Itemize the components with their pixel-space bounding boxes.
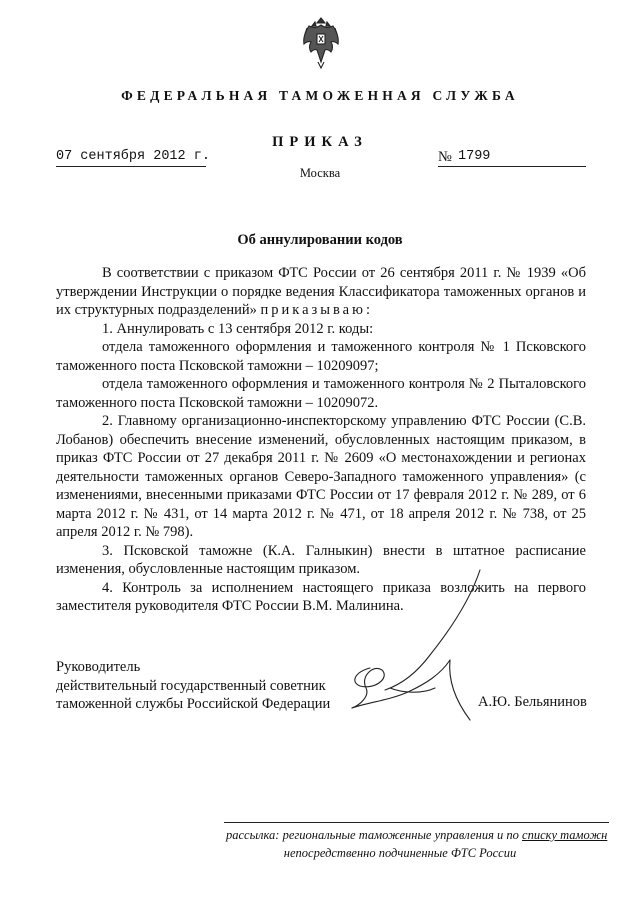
agency-name: ФЕДЕРАЛЬНАЯ ТАМОЖЕННАЯ СЛУЖБА (121, 88, 519, 103)
item-4-paragraph: 4. Контроль за исполнением настоящего приказа возложить на первого заместителя руководителя ФТС России В.М. Малинина. (56, 579, 586, 614)
order-number: 1799 (458, 149, 491, 164)
signatory-title-line-1: Руководитель (56, 659, 141, 675)
number-label: № (438, 149, 452, 165)
order-subject: Об аннулировании кодов (237, 232, 403, 248)
city: Москва (299, 166, 341, 180)
handwritten-signature (330, 560, 500, 740)
item-1-code-a: отдела таможенного оформления и таможенного контроля № 1 Псковского таможенного поста Псковской таможни – 10209097; (56, 339, 586, 374)
preamble-paragraph (56, 264, 586, 320)
signatory-name: А.Ю. Бельянинов (478, 694, 587, 710)
order-keyword: приказываю: (260, 302, 373, 318)
item-2-paragraph: 2. Главному организационно-инспекторскому управлению ФТС России (С.В. Лобанов) обеспечить внесение изменений, обусловленных настоящим приказом, в приказ ФТС России от 27 декабря 2011 г. № 2609 «О местонахождении и регионах деятельности таможенных органов Северо-Западного таможенного управления» (с изменениями, внесенными приказами ФТС России от 17 февраля 2012 г. № 289, от 6 марта 2012 г. № 431, от 14 марта 2012 г. № 471, от 18 апреля 2012 г. № 738, от 25 апреля 2012 г. № 798). (56, 413, 586, 540)
order-body (56, 264, 586, 616)
signatory-title (56, 658, 330, 714)
distribution-prefix: рассылка: региональные таможенные управления и по (226, 828, 519, 842)
order-date: 07 сентября 2012 г. (56, 149, 210, 164)
signatory-title-line-3: таможенной службы Российской Федерации (56, 696, 331, 712)
item-1-code-b: отдела таможенного оформления и таможенного контроля № 2 Пыталовского таможенного поста Псковской таможни – 10209072. (56, 376, 586, 411)
document-type-title: ПРИКАЗ (272, 134, 368, 150)
distribution-separator (224, 822, 609, 823)
distribution-line-2: непосредственно подчиненные ФТС России (283, 846, 517, 860)
item-3-paragraph: 3. Псковской таможне (К.А. Галныкин) внести в штатное расписание изменения, обусловленные настоящим приказом. (56, 542, 586, 577)
signatory-title-line-2: действительный государственный советник (56, 677, 326, 694)
preamble-text: В соответствии с приказом ФТС России от 26 сентября 2011 г. № 1939 «Об утверждении Инструкции о порядке ведения Классификатора таможенных органов и их структурных подразделений» (56, 265, 586, 318)
coat-of-arms-emblem (296, 14, 346, 70)
distribution-line-1 (226, 828, 607, 843)
distribution-underlined: списку таможн (522, 828, 608, 842)
item-1-paragraph: 1. Аннулировать с 13 сентября 2012 г. коды: (102, 320, 374, 337)
